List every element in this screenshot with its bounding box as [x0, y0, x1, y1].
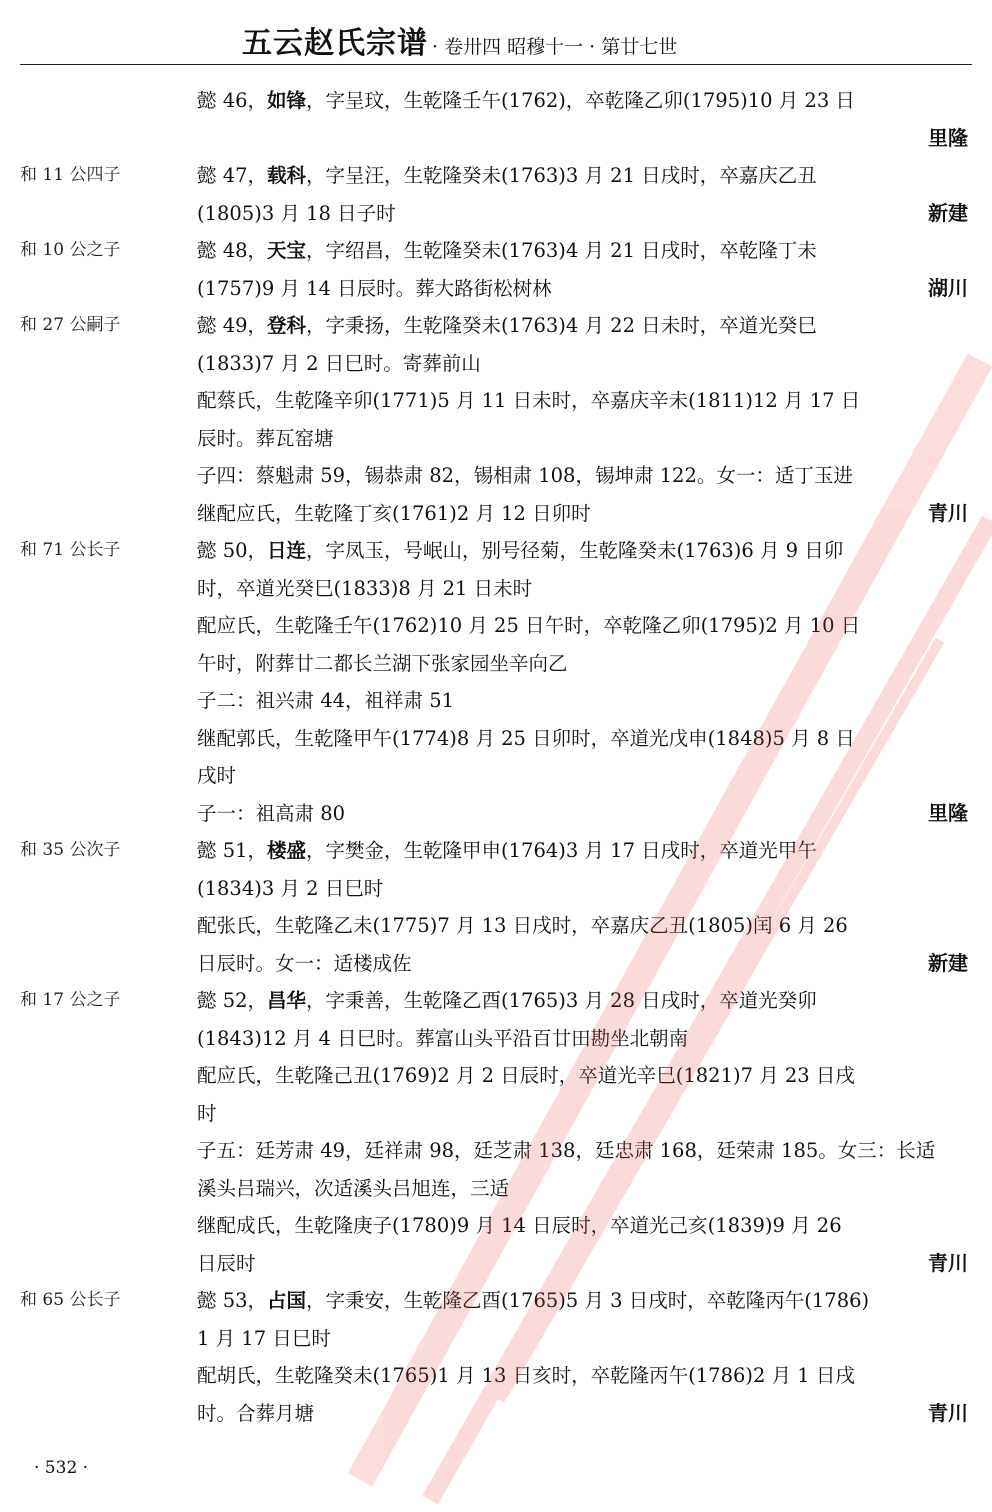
entry-text — [197, 1245, 968, 1283]
lineage-label: 和 10 公之子 — [20, 240, 121, 260]
entry-text — [197, 570, 968, 608]
entry-line — [0, 232, 992, 270]
entry-line — [0, 457, 992, 495]
entry-text — [197, 870, 968, 908]
entry-line — [0, 495, 992, 533]
person-name: 日连 — [267, 539, 307, 562]
volume-subtitle: · 卷卅四 昭穆十一 · 第廿七世 — [432, 36, 678, 58]
lineage-label: 和 71 公长子 — [20, 540, 121, 560]
residence-place: 湖川 — [928, 275, 968, 300]
entry-text — [197, 1095, 968, 1133]
entry-detail: 继配郭氏，生乾隆甲午(1774)8 月 25 日卯时，卒道光戊申(1848)5 月 8 日 — [197, 726, 855, 750]
entry-line — [0, 1132, 992, 1170]
generation-number: 懿 46， — [197, 89, 268, 112]
entry-detail: ，字樊金，生乾隆甲申(1764)3 月 17 日戌时，卒道光甲午 — [306, 839, 817, 862]
entry-text — [197, 270, 968, 308]
entry-text — [197, 1170, 968, 1208]
entry-text — [197, 420, 968, 458]
entry-line — [0, 270, 992, 308]
generation-number: 懿 50， — [197, 539, 268, 562]
entry-detail: (1843)12 月 4 日巳时。葬富山头平沿百廿田勘坐北朝南 — [197, 1026, 689, 1050]
entry-detail: (1834)3 月 2 日巳时 — [197, 876, 384, 900]
entry-line — [0, 307, 992, 345]
generation-number: 懿 52， — [197, 989, 268, 1012]
entry-detail: 日辰时。女一：适楼成佐 — [197, 951, 412, 975]
entry-detail: 继配应氏，生乾隆丁亥(1761)2 月 12 日卯时 — [197, 501, 591, 525]
generation-number: 懿 53， — [197, 1289, 268, 1312]
entry-line — [0, 1357, 992, 1395]
entry-text — [197, 757, 968, 795]
generation-number: 懿 48， — [197, 239, 268, 262]
entry-line — [0, 1320, 992, 1358]
entry-detail: 子四：蔡魁肃 59，锡恭肃 82，锡相肃 108，锡坤肃 122。女一：适丁玉进 — [197, 464, 853, 487]
entry-detail: 时，卒道光癸巳(1833)8 月 21 日未时 — [197, 576, 533, 600]
entry-detail: 配蔡氏，生乾隆辛卯(1771)5 月 11 日未时，卒嘉庆辛未(1811)12 月 17 日 — [197, 389, 861, 412]
entry-detail: 配胡氏，生乾隆癸未(1765)1 月 13 日亥时，卒乾隆丙午(1786)2 月 1 日戌 — [197, 1364, 855, 1387]
entry-text — [197, 1357, 968, 1395]
genealogy-entry — [0, 307, 992, 532]
entry-detail: 配应氏，生乾隆己丑(1769)2 月 2 日辰时，卒道光辛巳(1821)7 月 23 日戌 — [197, 1064, 855, 1087]
entry-line — [0, 682, 992, 720]
residence-place: 里隆 — [928, 800, 968, 825]
entry-text — [197, 1057, 968, 1095]
entry-line — [0, 1170, 992, 1208]
header-text — [242, 18, 677, 62]
entry-line — [0, 345, 992, 383]
entry-text — [197, 1282, 968, 1320]
entry-detail: 子五：廷芳肃 49，廷祥肃 98，廷芝肃 138，廷忠肃 168，廷荣肃 185。女三：长适 — [197, 1139, 936, 1162]
entry-line — [0, 195, 992, 233]
generation-number: 懿 47， — [197, 164, 268, 187]
entry-detail: 溪头吕瑞兴，次适溪头吕旭连，三适 — [197, 1176, 510, 1200]
entry-line — [0, 1020, 992, 1058]
entry-detail: 1 月 17 日巳时 — [197, 1326, 331, 1350]
residence-place: 里隆 — [928, 125, 968, 150]
person-name: 天宝 — [267, 239, 307, 262]
residence-place: 青川 — [928, 1250, 968, 1275]
genealogy-entry — [0, 157, 992, 232]
entry-text — [197, 307, 968, 345]
residence-place: 新建 — [928, 200, 968, 225]
entry-text — [197, 82, 968, 120]
entry-detail: ，字呈玟，生乾隆壬午(1762)，卒乾隆乙卯(1795)10 月 23 日 — [306, 89, 855, 112]
entry-detail: ，字呈汪，生乾隆癸未(1763)3 月 21 日戌时，卒嘉庆乙丑 — [306, 164, 817, 187]
entry-detail: ，字秉善，生乾隆乙酉(1765)3 月 28 日戌时，卒道光癸卯 — [306, 989, 817, 1012]
entry-line — [0, 382, 992, 420]
entry-line — [0, 1245, 992, 1283]
entry-line — [0, 607, 992, 645]
entry-detail: 午时，附葬廿二都长兰湖下张家园坐辛向乙 — [197, 651, 568, 675]
entry-text — [197, 1395, 968, 1433]
person-name: 如锋 — [267, 89, 307, 112]
entry-text — [197, 607, 968, 645]
entry-line — [0, 645, 992, 683]
person-name: 载科 — [267, 164, 307, 187]
entry-text — [197, 157, 968, 195]
entry-line — [0, 832, 992, 870]
entry-text — [197, 232, 968, 270]
entry-text — [197, 945, 968, 983]
entry-line — [0, 1057, 992, 1095]
entry-text — [197, 1207, 968, 1245]
entry-detail: (1805)3 月 18 日子时 — [197, 201, 396, 225]
person-name: 昌华 — [267, 989, 307, 1012]
entry-line — [0, 1095, 992, 1133]
entry-detail: 配张氏，生乾隆乙未(1775)7 月 13 日戌时，卒嘉庆乙丑(1805)闰 6 月 26 — [197, 914, 848, 937]
book-title: 五云赵氏宗谱 — [242, 26, 428, 61]
residence-place: 青川 — [928, 1400, 968, 1425]
entry-detail: 子一：祖高肃 80 — [197, 801, 346, 825]
entry-text — [197, 720, 968, 758]
entry-text — [197, 345, 968, 383]
lineage-label: 和 17 公之子 — [20, 990, 121, 1010]
entry-detail: 日辰时 — [197, 1251, 256, 1275]
lineage-label: 和 11 公四子 — [20, 165, 121, 185]
entry-line — [0, 757, 992, 795]
entry-line — [0, 907, 992, 945]
entry-text — [197, 457, 968, 495]
entry-detail: 辰时。葬瓦窑塘 — [197, 426, 334, 450]
entry-detail: ，字秉安，生乾隆乙酉(1765)5 月 3 日戌时，卒乾隆丙午(1786) — [306, 1289, 870, 1312]
entry-text — [197, 1020, 968, 1058]
residence-place: 青川 — [928, 500, 968, 525]
genealogy-entry — [0, 232, 992, 307]
entry-text — [197, 795, 968, 833]
entry-line — [0, 120, 992, 158]
lineage-label: 和 27 公嗣子 — [20, 315, 121, 335]
entry-line — [0, 1395, 992, 1433]
entry-line — [0, 795, 992, 833]
entry-text — [197, 1132, 968, 1170]
lineage-label: 和 35 公次子 — [20, 840, 121, 860]
entry-text — [197, 645, 968, 683]
entry-detail: (1757)9 月 14 日辰时。葬大路街松树林 — [197, 276, 552, 300]
genealogy-entry — [0, 82, 992, 157]
entry-detail: 配应氏，生乾隆壬午(1762)10 月 25 日午时，卒乾隆乙卯(1795)2 月 10 日 — [197, 614, 861, 637]
genealogy-entry — [0, 1282, 992, 1432]
entry-line — [0, 982, 992, 1020]
entry-text — [197, 382, 968, 420]
page-number: · 532 · — [34, 1458, 89, 1478]
entry-text — [197, 195, 968, 233]
entry-detail: 时 — [197, 1101, 217, 1125]
entry-line — [0, 720, 992, 758]
entry-line — [0, 1207, 992, 1245]
person-name: 楼盛 — [267, 839, 307, 862]
entry-text — [197, 907, 968, 945]
genealogy-entry — [0, 532, 992, 832]
entry-text — [197, 832, 968, 870]
entry-line — [0, 1282, 992, 1320]
residence-place: 新建 — [928, 950, 968, 975]
genealogy-entry — [0, 832, 992, 982]
entry-line — [0, 532, 992, 570]
entry-text — [197, 1320, 968, 1358]
entry-line — [0, 945, 992, 983]
entry-text — [197, 495, 968, 533]
entry-line — [0, 870, 992, 908]
entry-detail: ，字秉扬，生乾隆癸未(1763)4 月 22 日未时，卒道光癸巳 — [306, 314, 817, 337]
entry-detail: (1833)7 月 2 日巳时。寄葬前山 — [197, 351, 481, 375]
entry-text — [197, 982, 968, 1020]
person-name: 占国 — [267, 1289, 307, 1312]
entry-line — [0, 82, 992, 120]
entry-detail: ，字绍昌，生乾隆癸未(1763)4 月 21 日戌时，卒乾隆丁未 — [306, 239, 817, 262]
lineage-label: 和 65 公长子 — [20, 1290, 121, 1310]
genealogy-entries — [0, 82, 992, 1432]
genealogy-entry — [0, 982, 992, 1282]
entry-line — [0, 420, 992, 458]
page-header — [20, 18, 972, 65]
generation-number: 懿 51， — [197, 839, 268, 862]
entry-detail: 戌时 — [197, 764, 237, 787]
entry-line — [0, 570, 992, 608]
entry-detail: ，字凤玉，号岷山，别号径菊，生乾隆癸未(1763)6 月 9 日卯 — [306, 539, 844, 562]
entry-detail: 时。合葬月塘 — [197, 1401, 315, 1425]
entry-text — [197, 532, 968, 570]
entry-detail: 子二：祖兴肃 44，祖祥肃 51 — [197, 689, 455, 712]
generation-number: 懿 49， — [197, 314, 268, 337]
entry-text — [197, 682, 968, 720]
person-name: 登科 — [267, 314, 307, 337]
entry-detail: 继配成氏，生乾隆庚子(1780)9 月 14 日辰时，卒道光己亥(1839)9 月 26 — [197, 1214, 842, 1237]
entry-line — [0, 157, 992, 195]
